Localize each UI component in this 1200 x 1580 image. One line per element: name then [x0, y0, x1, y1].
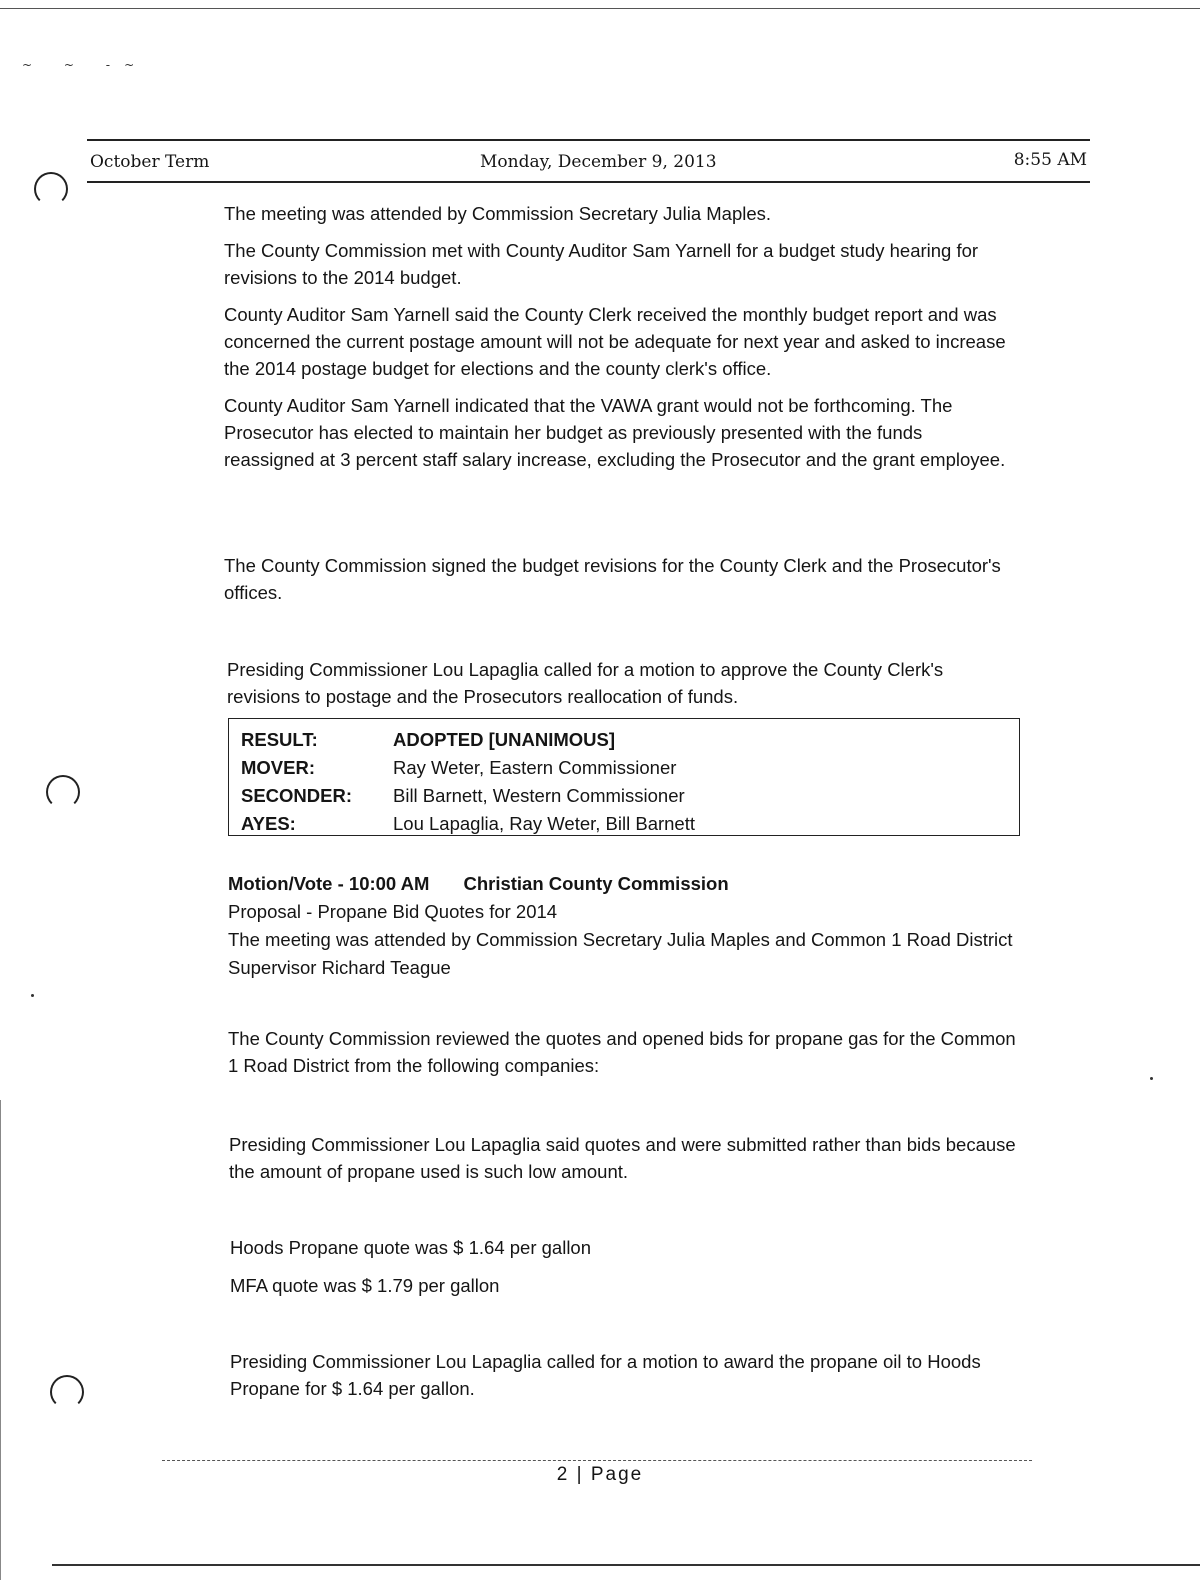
- minutes-section-2a: [228, 1025, 1018, 1089]
- attendance-line: The meeting was attended by Commission Secretary Julia Maples and Common 1 Road District Supervisor Richard Teague: [228, 929, 1013, 978]
- stray-mark: [1150, 1077, 1153, 1080]
- paragraph: The meeting was attended by Commission Secretary Julia Maples.: [224, 203, 772, 224]
- scan-edge-left: [0, 1100, 1, 1580]
- ayes-value: Lou Lapaglia, Ray Weter, Bill Barnett: [393, 813, 695, 834]
- paragraph: Presiding Commissioner Lou Lapaglia said quotes and were submitted rather than bids because the amount of propane used is such low amount.: [229, 1134, 1016, 1182]
- proposal-line: Proposal - Propane Bid Quotes for 2014: [228, 901, 558, 922]
- header-time: 8:55 AM: [1013, 150, 1087, 170]
- minutes-section-2c: [230, 1348, 1020, 1412]
- vote-result-box: [228, 718, 1020, 836]
- ayes-label: AYES:: [241, 813, 296, 834]
- seconder-label: SECONDER:: [241, 785, 353, 806]
- punch-hole-top: [34, 172, 68, 206]
- page-number: 2 | Page: [556, 1464, 644, 1485]
- quote-mfa: MFA quote was $ 1.79 per gallon: [230, 1275, 500, 1296]
- stray-mark: [31, 994, 34, 997]
- paragraph: County Auditor Sam Yarnell said the County Clerk received the monthly budget report and was concerned the current postage amount will not be adequate for next year and asked to increase the 2014 postage budget for elections and the county clerk's office.: [224, 304, 1006, 379]
- paragraph: The County Commission signed the budget revisions for the County Clerk and the Prosecutor's offices.: [224, 555, 1001, 603]
- paragraph: The County Commission met with County Auditor Sam Yarnell for a budget study hearing for revisions to the 2014 budget.: [224, 240, 979, 288]
- header-term: October Term: [90, 152, 210, 172]
- result-label: RESULT:: [241, 729, 318, 750]
- scan-edge-bottom: [52, 1564, 1200, 1566]
- page-header: [90, 150, 1087, 178]
- quote-hoods: Hoods Propane quote was $ 1.64 per gallon: [230, 1237, 592, 1258]
- header-date: Monday, December 9, 2013: [480, 152, 717, 172]
- minutes-section-2b: [229, 1131, 1019, 1195]
- motion-heading: [228, 870, 1028, 982]
- minutes-section-1: [224, 200, 1014, 483]
- result-value: ADOPTED [UNANIMOUS]: [393, 729, 615, 750]
- paragraph: The County Commission reviewed the quotes and opened bids for propane gas for the Common 1 Road District from the following companies:: [228, 1028, 1016, 1076]
- seconder-value: Bill Barnett, Western Commissioner: [393, 785, 685, 806]
- minutes-section-1b: [224, 552, 1014, 616]
- punch-hole-bottom: [50, 1375, 84, 1409]
- quote-list: [230, 1234, 1020, 1309]
- header-rule-bottom: [87, 181, 1090, 183]
- footer-rule: [162, 1460, 1032, 1461]
- mover-label: MOVER:: [241, 757, 315, 778]
- punch-hole-middle: [46, 775, 80, 809]
- commission-name: Christian County Commission: [463, 873, 729, 894]
- motion-line: [228, 870, 1028, 898]
- paragraph: Presiding Commissioner Lou Lapaglia called for a motion to approve the County Clerk's revisions to postage and the Prosecutors reallocation of funds.: [227, 659, 944, 707]
- mover-value: Ray Weter, Eastern Commissioner: [393, 757, 677, 778]
- header-rule-top: [87, 139, 1090, 141]
- scan-edge-top: [0, 8, 1200, 9]
- paragraph: Presiding Commissioner Lou Lapaglia called for a motion to award the propane oil to Hoods Propane for $ 1.64 per gallon.: [230, 1351, 981, 1399]
- minutes-section-1c: [227, 656, 1017, 720]
- scan-marks: ~ ~ -~: [22, 58, 149, 72]
- paragraph: County Auditor Sam Yarnell indicated that the VAWA grant would not be forthcoming. The Prosecutor has elected to maintain her budget as previously presented with the funds reassigned at 3 percent staff salary increase, excluding the Prosecutor and the grant employee.: [224, 395, 1006, 470]
- motion-label: Motion/Vote - 10:00 AM: [228, 873, 430, 894]
